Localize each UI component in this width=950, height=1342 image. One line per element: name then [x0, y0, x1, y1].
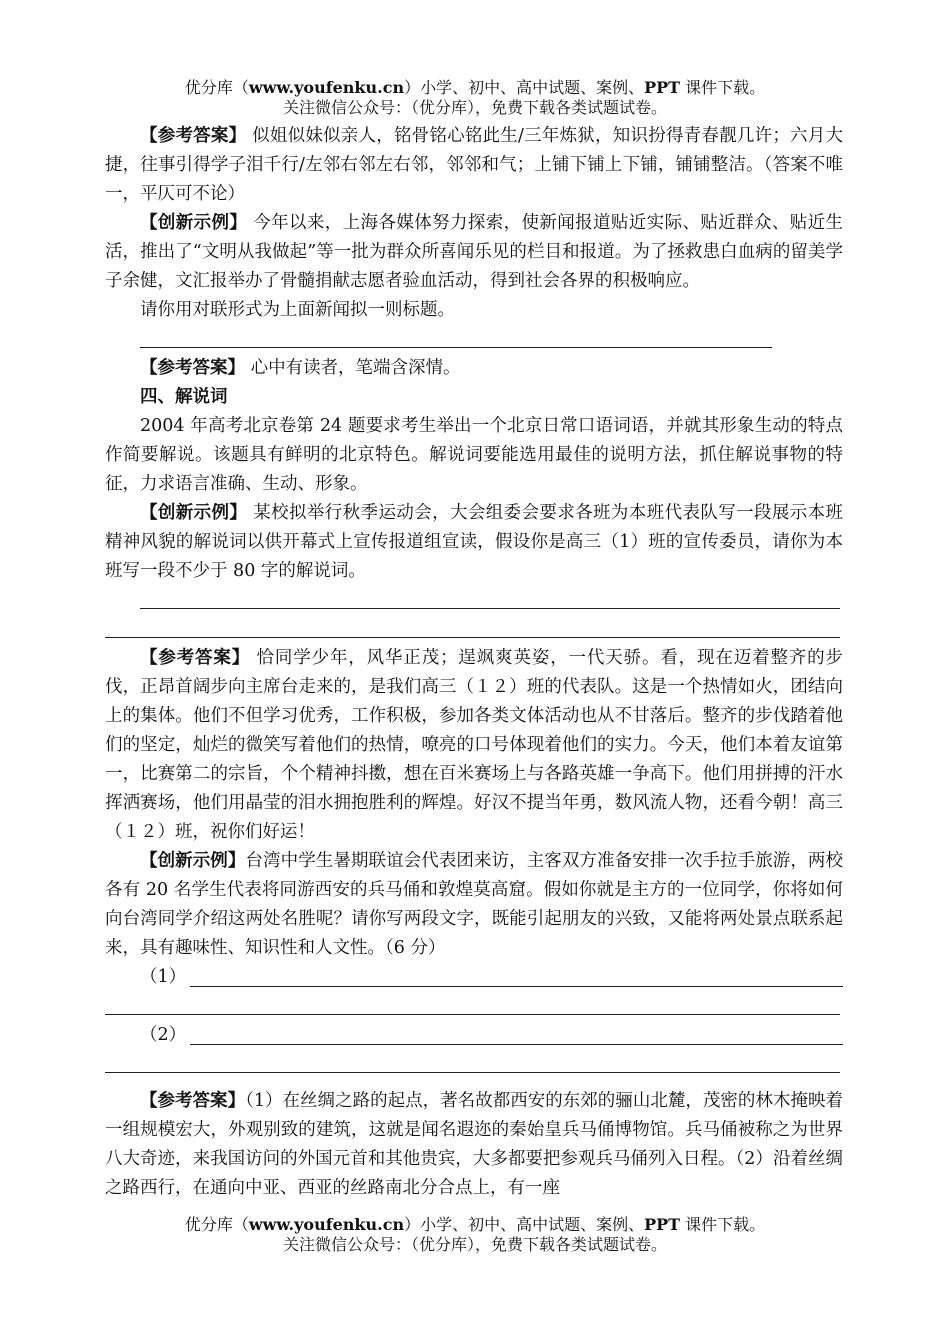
- answer-line: [140, 347, 772, 348]
- answer-line: [105, 1072, 840, 1073]
- answer-paragraph-2: 【参考答案】 心中有读者，笔端含深情。: [140, 358, 461, 378]
- answer-line: [190, 1024, 843, 1045]
- example-paragraph-1: 【创新示例】 今年以来，上海各媒体努力探索，使新闻报道贴近实际、贴近群众、贴近生活，推出了“文明从我做起”等一批为群众所喜闻乐见的栏目和报道。为了拯救患白血病的留美学子余健，文汇报举办了骨髓捐献志愿者验血活动，得到社会各界的积极响应。: [105, 213, 844, 291]
- example-tag: 【创新示例】: [140, 503, 248, 523]
- example-tag: 【创新示例】: [140, 213, 248, 233]
- answer-paragraph-4: 【参考答案】（1）在丝绸之路的起点，著名故都西安的东郊的骊山北麓，茂密的林木掩映着一组规模宏大，外观别致的建筑，这就是闻名遐迩的秦始皇兵马俑博物馆。兵马俑被称之为世界八大奇迹，来我国访问的外国元首和其他贵宾，大多都要把参观兵马俑列入日程。（2）沿着丝绸之路西行，在通向中亚、西亚的丝路南北分合点上，有一座: [105, 1091, 843, 1198]
- answer-blank-row-2[interactable]: [105, 1021, 843, 1050]
- page-footer-line1: 优分库（www.youfenku.cn）小学、初中、高中试题、案例、PPT 课件下载。: [184, 1215, 766, 1234]
- example-tag: 【创新示例】: [140, 851, 246, 871]
- header-url: www.youfenku.cn: [248, 78, 405, 97]
- example-paragraph-2: 【创新示例】 某校拟举行秋季运动会，大会组委会要求各班为本班代表队写一段展示本班精神风貌的解说词以供开幕式上宣传报道组宣读，假设你是高三（1）班的宣传委员，请你为本班写一段不少于 80 字的解说词。: [105, 503, 844, 581]
- answer-blank-2a[interactable]: [105, 586, 843, 615]
- answer-paragraph-3: 【参考答案】 恰同学少年，风华正茂；逞飒爽英姿，一代天骄。看，现在迈着整齐的步伐，正昂首阔步向主席台走来的，是我们高三（１２）班的代表队。这是一个热情如火，团结向上的集体。他们不但学习优秀，工作积极，参加各类文体活动也从不甘落后。整齐的步伐踏着他们的坚定，灿烂的微笑写着他们的热情，嘹亮的口号体现着他们的实力。今天，他们本着友谊第一，比赛第二的宗旨，个个精神抖擞，想在百米赛场上与各路英雄一争高下。他们用拼搏的汗水挥洒赛场，他们用晶莹的泪水拥抱胜利的辉煌。好汉不提当年勇，数风流人物，还看今朝！高三（１２）班，祝你们好运！: [105, 648, 844, 842]
- answer-blank-1[interactable]: [105, 325, 843, 354]
- footer-url: www.youfenku.cn: [248, 1215, 405, 1234]
- page-header-line2: 关注微信公众号：（优分库），免费下载各类试题试卷。: [282, 98, 667, 117]
- answer-tag: 【参考答案】: [140, 358, 245, 378]
- answer-line: [105, 1014, 840, 1015]
- example-paragraph-3: 【创新示例】台湾中学生暑期联谊会代表团来访，主客双方准备安排一次手拉手旅游，两校各有 20 名学生代表将同游西安的兵马俑和敦煌莫高窟。假如你就是主方的一位同学，你将如何向台湾同学介绍这两处名胜呢？请你写两段文字，既能引起朋友的兴致，又能将两处景点联系起来，具有趣味性、知识性和人文性。（6 分）: [105, 851, 844, 958]
- answer-tag: 【参考答案】: [140, 1091, 246, 1111]
- answer-line: [190, 966, 843, 987]
- blank-label-1: （1）: [140, 967, 187, 987]
- answer-tag: 【参考答案】: [140, 126, 247, 146]
- blank-label-2: （2）: [140, 1025, 187, 1045]
- page-footer-line2: 关注微信公众号：（优分库），免费下载各类试题试卷。: [282, 1235, 667, 1254]
- page-header-line1: 优分库（www.youfenku.cn）小学、初中、高中试题、案例、PPT 课件下载。: [184, 78, 766, 97]
- answer-blank-row-1b[interactable]: [105, 992, 843, 1021]
- spacer: [105, 1079, 843, 1087]
- document-body: [105, 122, 843, 1203]
- answer-paragraph-1: 【参考答案】 似姐似妹似亲人，铭骨铭心铭此生/三年炼狱，知识扮得青春靓几许；六月大捷，往事引得学子泪千行/左邻右邻左右邻，邻邻和气；上铺下铺上下铺，铺铺整洁。（答案不唯一，平仄可不论）: [105, 126, 843, 204]
- answer-blank-2b[interactable]: [105, 615, 843, 644]
- section-intro: 2004 年高考北京卷第 24 题要求考生举出一个北京日常口语词语，并就其形象生动的特点作简要解说。该题具有鲜明的北京特色。解说词要能选用最佳的说明方法，抓住解说事物的特征，力求语言准确、生动、形象。: [105, 416, 843, 494]
- answer-blank-row-2b[interactable]: [105, 1050, 843, 1079]
- section-heading: 四、解说词: [140, 387, 228, 407]
- answer-line: [140, 608, 840, 609]
- question-text-1: 请你用对联形式为上面新闻拟一则标题。: [140, 300, 455, 320]
- answer-line: [105, 637, 840, 638]
- answer-tag: 【参考答案】: [140, 648, 251, 668]
- answer-blank-row-1[interactable]: [105, 963, 843, 992]
